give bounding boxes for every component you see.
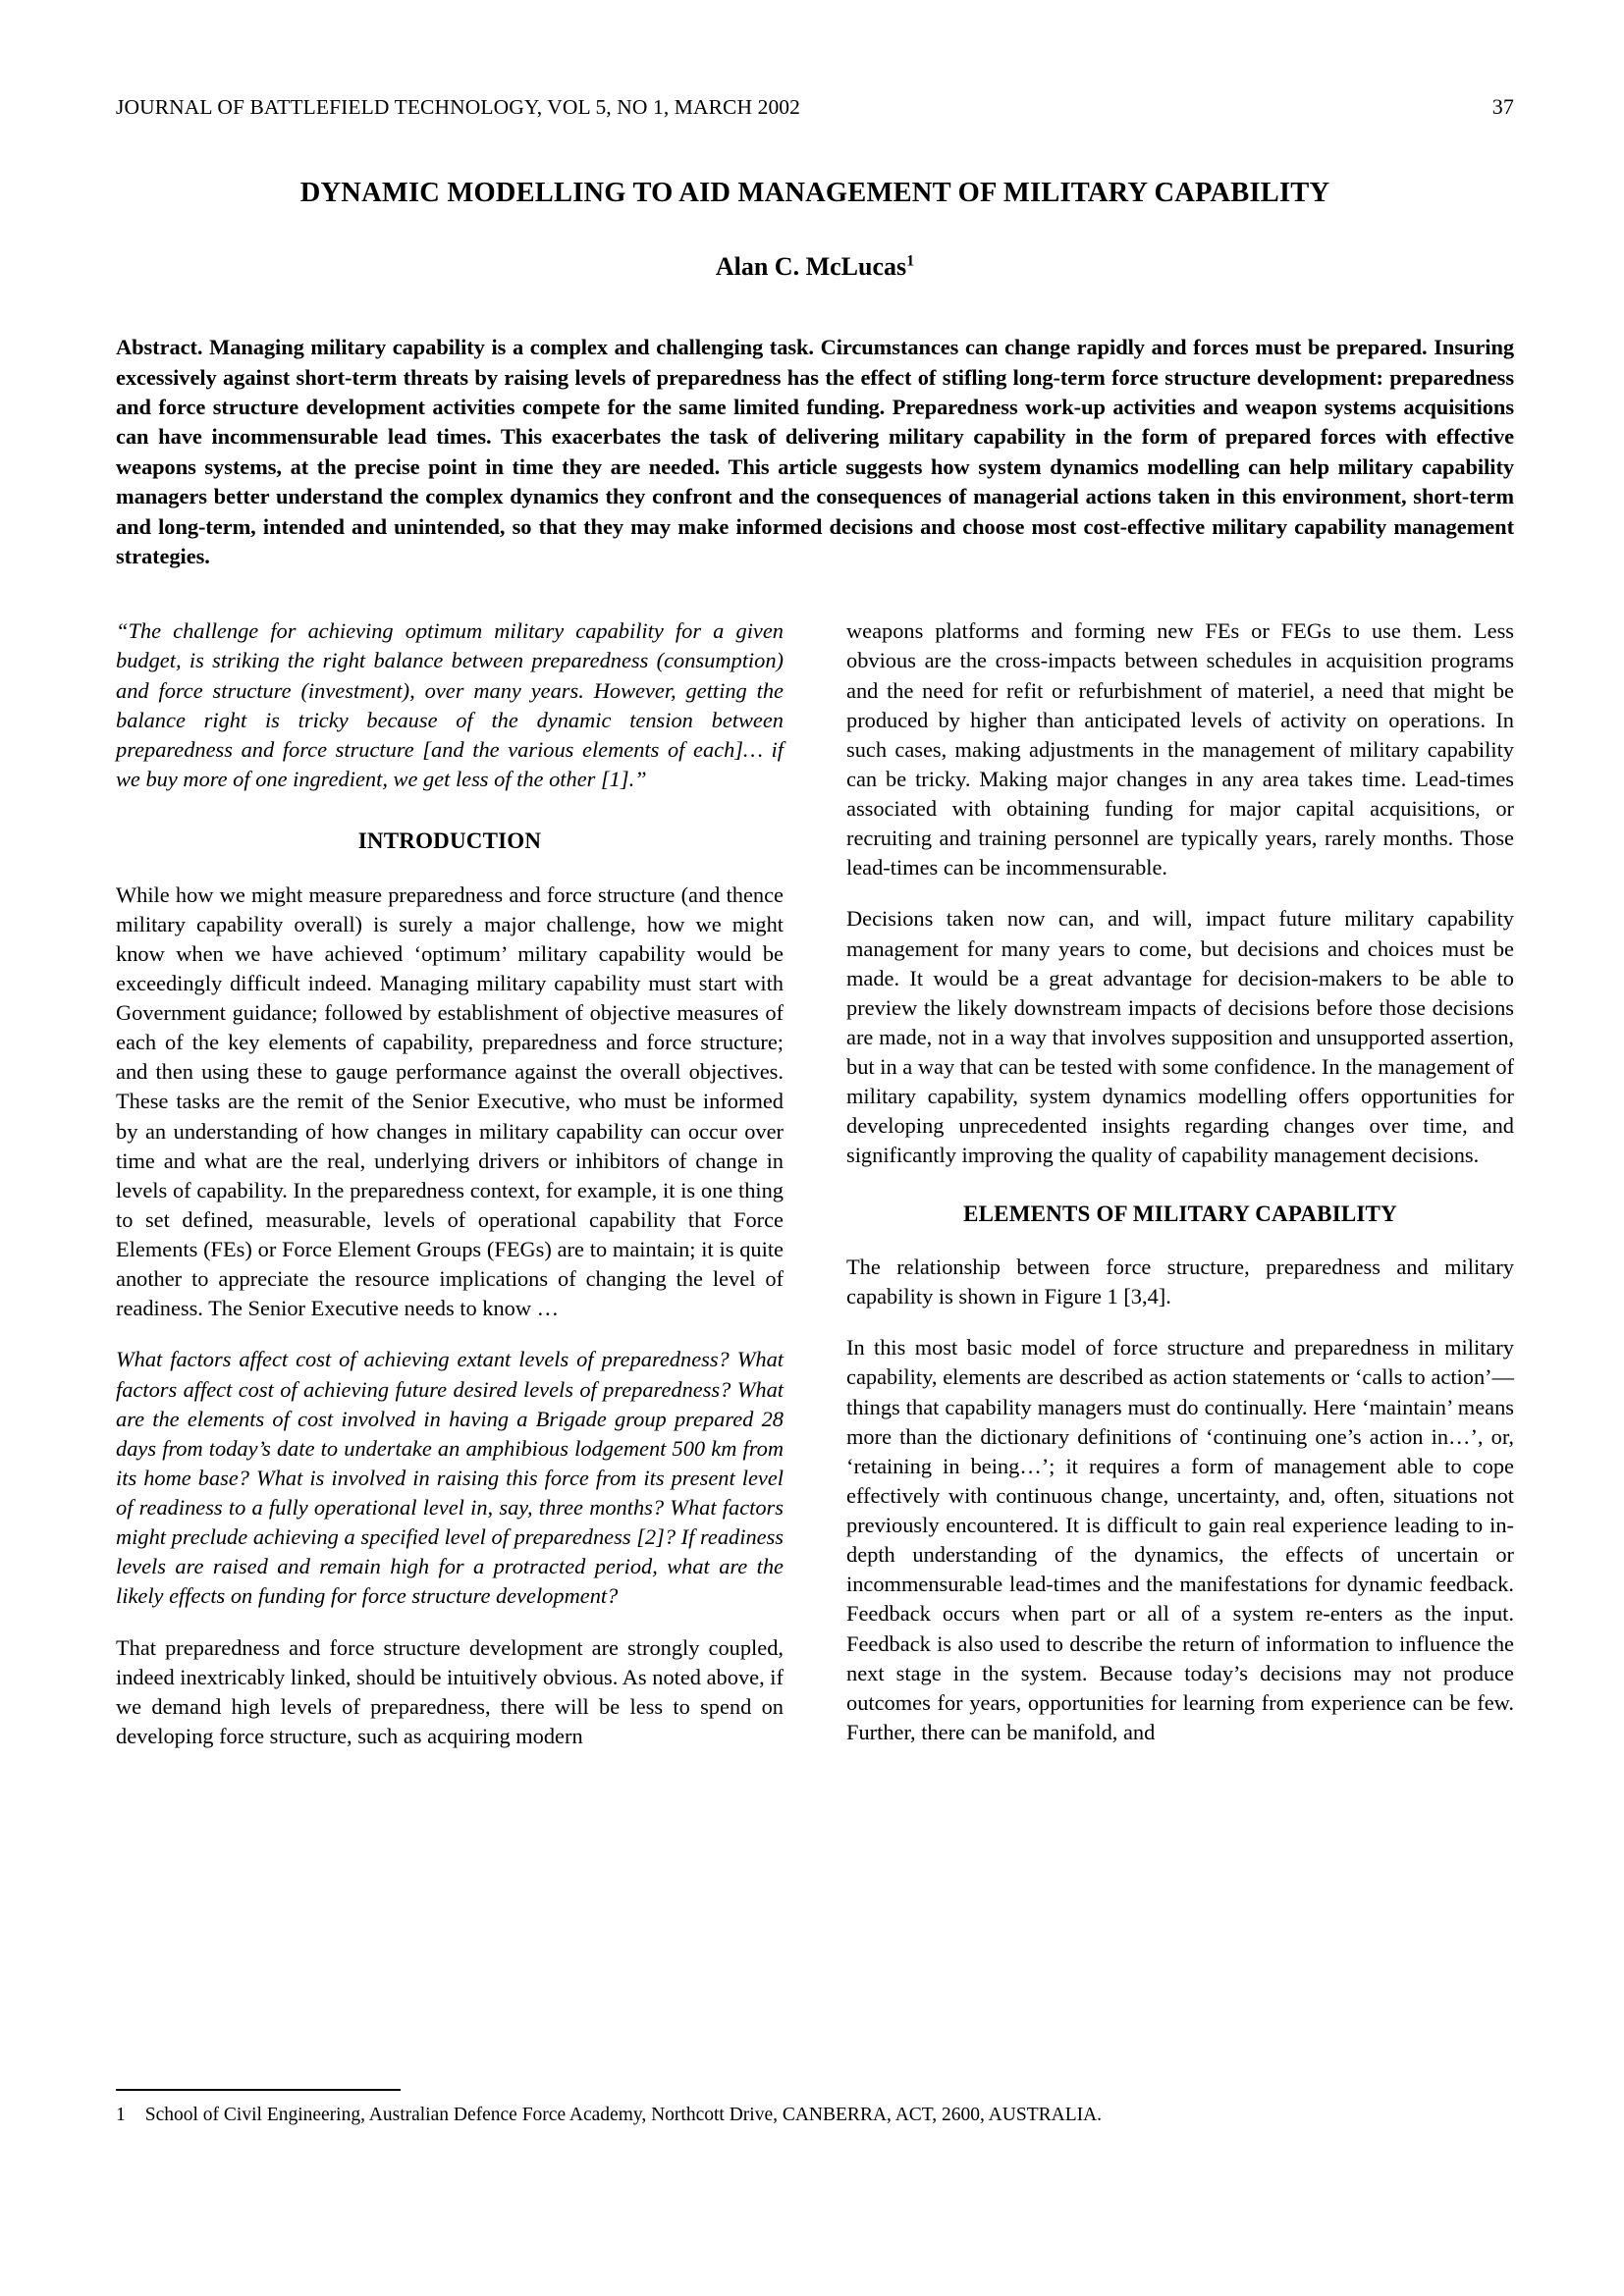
page-number: 37 xyxy=(1491,94,1514,119)
two-column-body xyxy=(116,616,1514,1751)
footnote xyxy=(116,2103,1514,2127)
footnote-area xyxy=(116,2089,1514,2127)
epigraph-quote: “The challenge for achieving optimum military capability for a given budget, is striking the right balance between preparedness (consumption) and force structure (investment), over many years. However, getting the balance right is tricky because of the dynamic tension between preparedness and force structure [and the various elements of each]… if we buy more of one ingredient, we get less of the other [1].” xyxy=(116,618,784,791)
right-paragraph-4: In this most basic model of force structure and preparedness in military capability, elements are described as action statements or ‘calls to action’—things that capability managers must do continually. Here ‘maintain’ means more than the dictionary definitions of ‘continuing one’s action in…’, or, ‘retaining in being…’; it requires a form of management able to cope effectively with continuous change, uncertainty, and, often, situations not previously encountered. It is difficult to gain real experience leading to in-depth understanding of the dynamics, the effects of uncertain or incommensurable lead-times and the manifestations for dynamic feedback. Feedback occurs when part or all of a system re-enters as the input. Feedback is also used to describe the return of information to influence the next stage in the system. Because today’s decisions may not produce outcomes for years, opportunities for learning from experience can be few. Further, there can be manifold, and xyxy=(846,1335,1514,1744)
author-name: Alan C. McLucas xyxy=(715,252,907,282)
right-column xyxy=(846,616,1514,1747)
left-paragraph-2-questions: What factors affect cost of achieving extant levels of preparedness? What factors affect cost of achieving future desired levels of preparedness? What are the elements of cost involved in having a Brigade group prepared 28 days from today’s date to undertake an amphibious lodgement 500 km from its home base? What is involved in raising this force from its present level of readiness to a fully operational level in, say, three months? What factors might preclude achieving a specified level of preparedness [2]? If readiness levels are raised and remain high for a protracted period, what are the likely effects on funding for force structure development? xyxy=(116,1347,784,1609)
article-title: DYNAMIC MODELLING TO AID MANAGEMENT OF MILITARY CAPABILITY xyxy=(299,178,1330,208)
left-paragraph-3: That preparedness and force structure development are strongly coupled, indeed inextricably linked, should be intuitively obvious. As noted above, if we demand high levels of preparedness, there will be less to spend on developing force structure, such as acquiring modern xyxy=(116,1634,784,1748)
abstract: Abstract. Managing military capability is a complex and challenging task. Circumstances can change rapidly and forces must be prepared. Insuring excessively against short-term threats by raising levels of preparedness has the effect of stifling long-term force structure development: preparedness and force structure development activities compete for the same limited funding. Preparedness work-up activities and weapon systems acquisitions can have incommensurable lead times. This exacerbates the task of delivering military capability in the form of prepared forces with effective weapons systems, at the precise point in time they are needed. This article suggests how system dynamics modelling can help military capability managers better understand the complex dynamics they confront and the consequences of managerial actions taken in this environment, short-term and long-term, intended and unintended, so that they may make informed decisions and choose most cost-effective military capability management strategies. xyxy=(116,335,1514,568)
author-byline xyxy=(116,251,1514,282)
heading-elements-of-military-capability: ELEMENTS OF MILITARY CAPABILITY xyxy=(963,1201,1397,1226)
footnote-marker: 1 xyxy=(116,2105,126,2125)
right-paragraph-3: The relationship between force structure, preparedness and military capability is shown in Figure 1 [3,4]. xyxy=(846,1255,1514,1309)
author-footnote-marker: 1 xyxy=(906,252,915,270)
footnote-text: School of Civil Engineering, Australian Defence Force Academy, Northcott Drive, CANBERRA, ACT, 2600, AUSTRALIA. xyxy=(144,2105,1103,2125)
left-column xyxy=(116,616,784,1751)
page-content xyxy=(116,94,1514,1751)
left-paragraph-1: While how we might measure preparedness and force structure (and thence military capability overall) is surely a major challenge, how we might know when we have achieved ‘optimum’ military capability would be exceedingly difficult indeed. Managing military capability must start with Government guidance; followed by establishment of objective measures of each of the key elements of capability, preparedness and force structure; and then using these to gauge performance against the overall objectives. These tasks are the remit of the Senior Executive, who must be informed by an understanding of how changes in military capability can occur over time and what are the real, underlying drivers or inhibitors of change in levels of capability. In the preparedness context, for example, it is one thing to set defined, measurable, levels of operational capability that Force Elements (FEs) or Force Element Groups (FEGs) are to maintain; it is quite another to appreciate the resource implications of changing the level of readiness. The Senior Executive needs to know … xyxy=(116,881,784,1321)
right-paragraph-1: weapons platforms and forming new FEs or FEGs to use them. Less obvious are the cross-impacts between schedules in acquisition programs and the need for refit or refurbishment of materiel, a need that might be produced by higher than anticipated levels of activity on operations. In such cases, making adjustments in the management of military capability can be tricky. Making major changes in any area takes time. Lead-times associated with obtaining funding for major capital acquisitions, or recruiting and training personnel are typically years, rarely months. Those lead-times can be incommensurable. xyxy=(846,618,1514,881)
footnote-separator-rule xyxy=(116,2089,401,2091)
right-paragraph-2: Decisions taken now can, and will, impact future military capability management for many years to come, but decisions and choices must be made. It would be a great advantage for decision-makers to be able to preview the likely downstream impacts of decisions before those decisions are made, not in a way that involves supposition and unsupported assertion, but in a way that can be tested with some confidence. In the management of military capability, system dynamics modelling offers opportunities for developing unprecedented insights regarding changes over time, and significantly improving the quality of capability management decisions. xyxy=(846,906,1514,1168)
heading-introduction: INTRODUCTION xyxy=(357,828,542,853)
journal-citation-line: JOURNAL OF BATTLEFIELD TECHNOLOGY, VOL 5, NO 1, MARCH 2002 xyxy=(116,95,801,119)
running-head xyxy=(116,94,1514,120)
